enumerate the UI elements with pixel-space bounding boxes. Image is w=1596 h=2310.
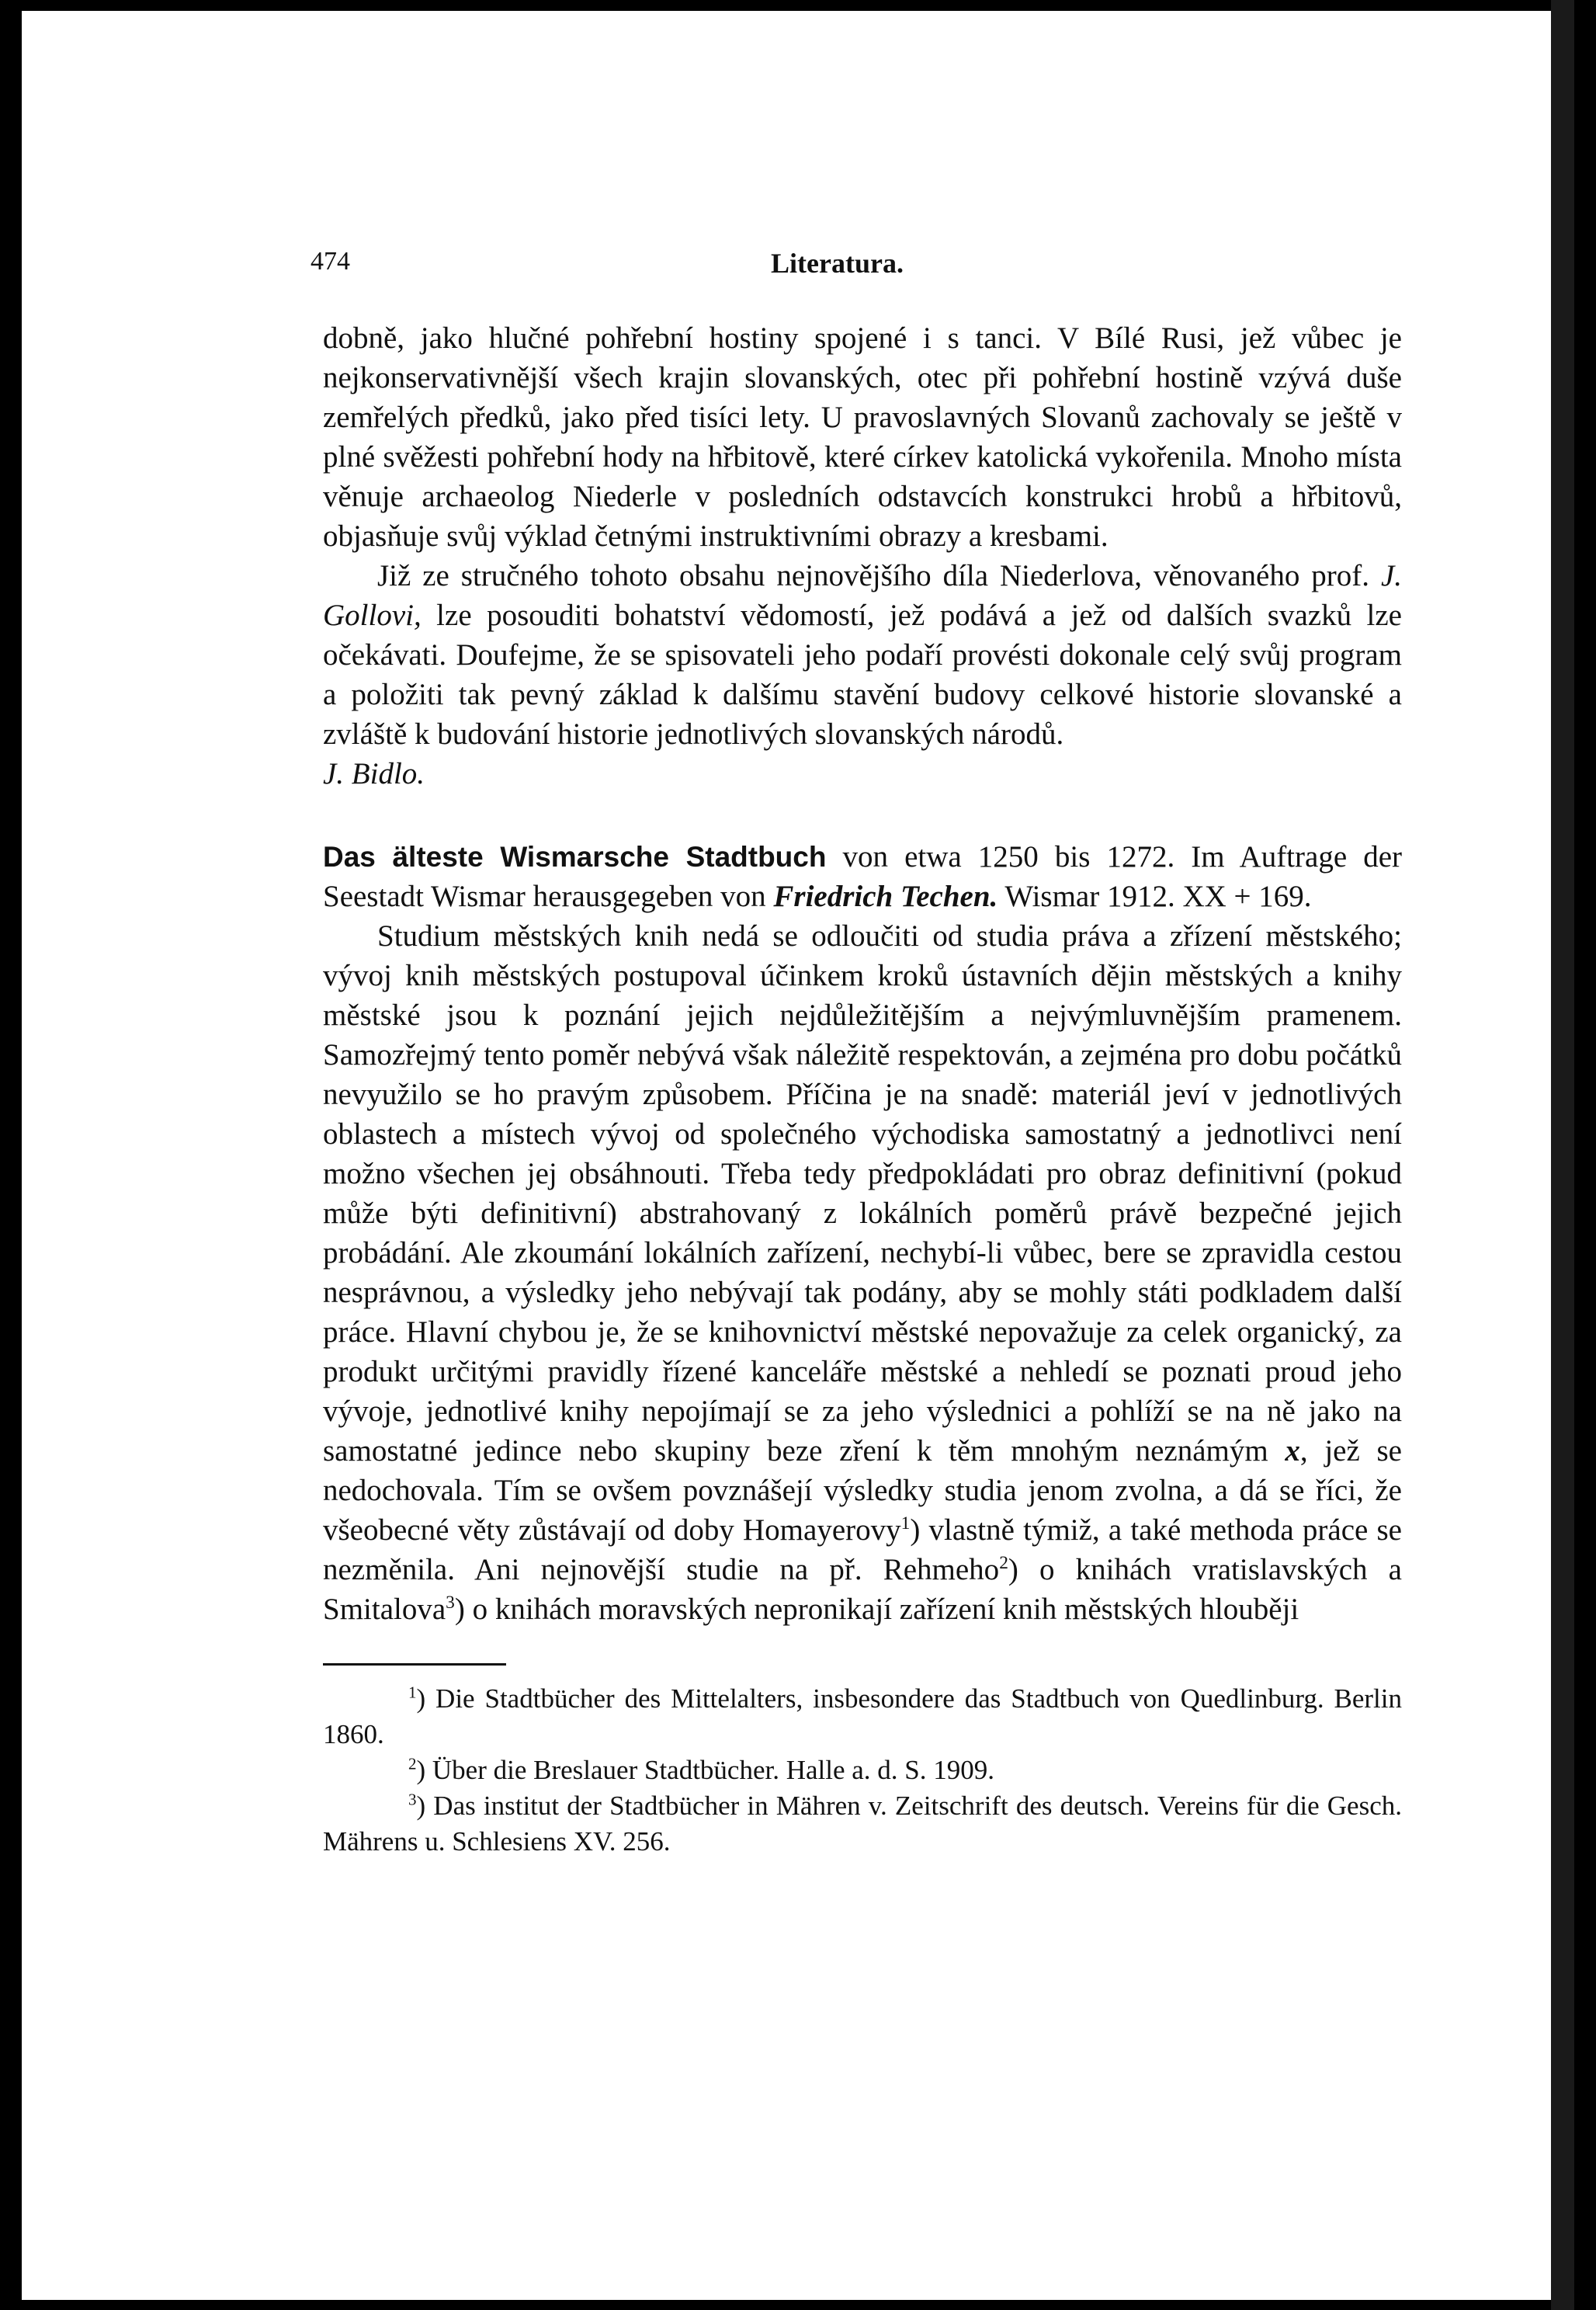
footnote: [323, 1681, 1402, 1752]
review-heading: [323, 837, 1402, 916]
review-title: Das älteste Wismarsche Stadtbuch: [323, 841, 827, 873]
footnote-rule: [323, 1663, 506, 1666]
footnote-ref-2: 2: [999, 1553, 1008, 1573]
footnote-mark: 3: [408, 1790, 417, 1809]
footnote-ref-3: 3: [446, 1593, 455, 1613]
review-body-1: Studium městských knih nedá se odloučiti od studia práva a zřízení městského; vývoj knih městských postupoval účinkem kroků ústavních dějin městských a knihy městské jsou k poznání jejich nejdůležitějším a nejvýmluvnějším pramenem. Samozřejmý tento poměr nebývá však náležitě respektován, a zejména pro dobu počátků nevyužilo se ho pravým způsobem. Příčina je na snadě: materiál jeví v jednotlivých oblastech a místech vývoj od společného východiska samostatný a jednotlivci není možno všechen jej obsáhnouti. Třeba tedy předpokládati pro obraz definitivní (pokud může býti definitivní) abstrahovaný z lokálních poměrů právě bezpečné jejich probádání. Ale zkoumání lokálních zařízení, nechybí-li vůbec, bere se zpravidla cestou nesprávnou, a výsledky jeho nebývají tak podány, aby se mohly státi podkladem další práce. Hlavní chybou je, že se knihovnictví městské nepovažuje za celek organický, za produkt určitými pravidly řízené kanceláře městské a nehledí se poznati proud jeho vývoje, jednotlivé knihy nepojímají se za jeho výslednici a pohlíží se na ně jako na samostatné jedince nebo skupiny beze zření k těm mnohým neznámým: [323, 919, 1402, 1468]
footnote: [323, 1752, 1402, 1788]
footnotes: [323, 1663, 1402, 1860]
summary-text-b: lze posouditi bohatství vědomostí, jež podává a jež od dalších svazků lze očekávati. Doufejme, že se spisovateli jeho podaří provésti dokonale celý svůj program a položiti tak pevný základ k dalšímu stavění budovy celkové historie slovanské a zvláště k budování historie jednotlivých slovanských národů.: [323, 599, 1402, 751]
review-editor: Friedrich Techen.: [773, 880, 998, 913]
footnote-mark: 2: [408, 1754, 417, 1773]
page-header: [311, 247, 1397, 294]
footnote-text: ) Die Stadtbücher des Mittelalters, insbesondere das Stadtbuch von Quedlinburg. Berlin 1860.: [323, 1683, 1402, 1749]
page-body: [323, 318, 1402, 1860]
review-heading-text-b: Wismar 1912. XX + 169.: [998, 880, 1312, 913]
unknown-x: x: [1285, 1434, 1300, 1468]
review-body-4: ) o knihách vratislavských a Smitalova: [323, 1553, 1402, 1626]
paragraph-continued: dobně, jako hlučné pohřební hostiny spojené i s tanci. V Bílé Rusi, jež vůbec je nejkonservativnější všech krajin slovanských, otec při pohřební hostině vzývá duše zemřelých předků, jako před tisíci lety. U pravoslavných Slovanů zachovaly se ještě v plné svěžesti pohřební hody na hřbitově, které církev katolická vykořenila. Mnoho místa věnuje archaeolog Niederle v posledních odstavcích konstrukci hrobů a hřbitovů, objasňuje svůj výklad četnými instruktivními obrazy a kresbami.: [323, 321, 1402, 553]
summary-text-a: Již ze stručného tohoto obsahu nejnovějšího díla Niederlova, věnovaného prof.: [377, 559, 1381, 592]
dedicatee-name: J. Gollovi,: [323, 559, 1402, 632]
footnote: [323, 1788, 1402, 1860]
footnote-ref-1: 1: [900, 1513, 911, 1534]
review-body-5: ) o knihách moravských nepronikají zařízení knih městských hlouběji: [454, 1593, 1299, 1626]
page-number: 474: [311, 247, 350, 276]
paragraph-summary: [323, 556, 1402, 754]
page-edge-shadow: [1551, 0, 1574, 2310]
footnote-mark: 1: [408, 1683, 417, 1702]
review-heading-text-a: von etwa 1250 bis 1272. Im Auftrage der Seestadt Wismar herausgegeben von: [323, 840, 1402, 913]
running-title: Literatura.: [771, 248, 904, 279]
review-wismar: [323, 837, 1402, 1629]
reviewer-signature: J. Bidlo.: [323, 757, 425, 790]
review-body-3: ) vlastně týmiž, a také methoda práce se nezměnila. Ani nejnovější studie na př. Rehmeho: [323, 1513, 1402, 1586]
footnote-text: ) Das institut der Stadtbücher in Mähren v. Zeitschrift des deutsch. Vereins für die Gesch. Mährens u. Schlesiens XV. 256.: [323, 1791, 1402, 1857]
review-body: [323, 916, 1402, 1629]
footnote-text: ) Über die Breslauer Stadtbücher. Halle a. d. S. 1909.: [416, 1755, 995, 1785]
review-body-2: , jež se nedochovala. Tím se ovšem povznášejí výsledky studia jenom zvolna, a dá se říci, že všeobecné věty zůstávají od doby Homayerovy: [323, 1434, 1402, 1547]
